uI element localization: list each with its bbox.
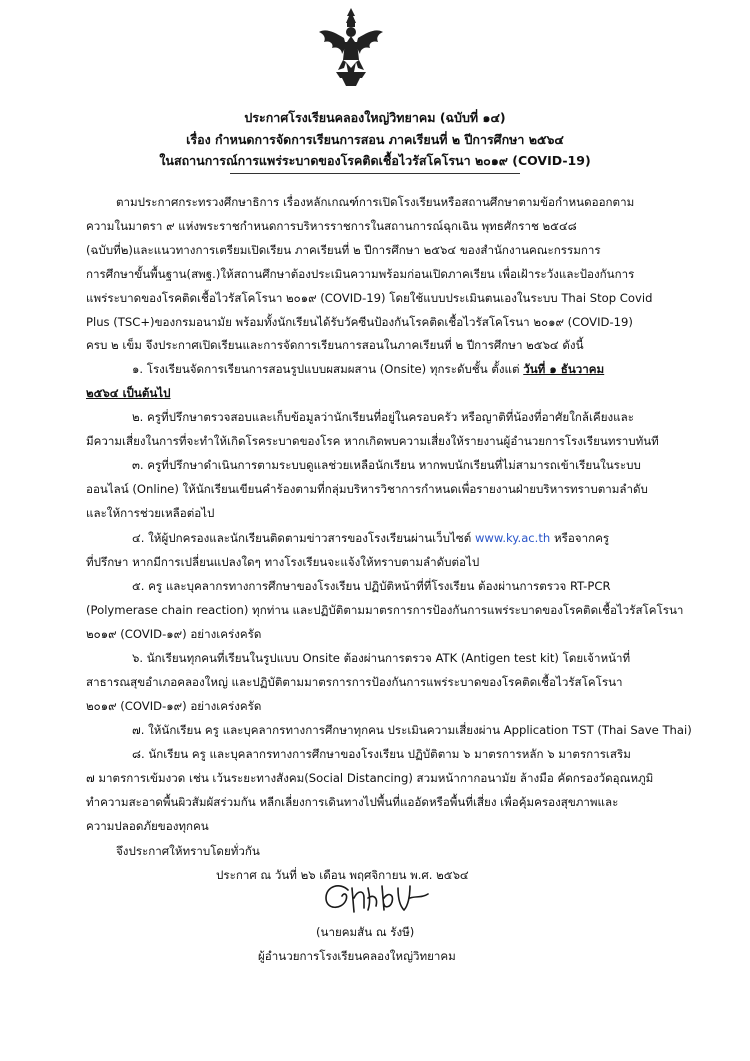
item-text: ทำความสะอาดพื้นผิวสัมผัสร่วมกัน หลีกเลี่ยงการเดินทางไปพื้นที่แออัดหรือพื้นที่เสี่ยง เพื่อคุ้มครองสุขภาพและ [86, 795, 619, 809]
item-text: ๗. ให้นักเรียน ครู และบุคลากรทางการศึกษาทุกคน ประเมินความเสี่ยงผ่าน Application TST (Thai Save Thai) [132, 723, 692, 737]
item-text: ๔. ให้ผู้ปกครองและนักเรียนติดตามข่าวสารของโรงเรียนผ่านเว็บไซต์ [132, 531, 475, 545]
intro-line: (ฉบับที่๒)และแนวทางการเตรียมเปิดเรียน ภาคเรียนที่ ๒ ปีการศึกษา ๒๕๖๔ ของสำนักงานคณะกรรมการ [86, 243, 601, 257]
intro-line: ครบ ๒ เข็ม จึงประกาศเปิดเรียนและการจัดการเรียนการสอนในภาคเรียนที่ ๒ ปีการศึกษา ๒๕๖๔ ดังนี้ [86, 338, 584, 352]
start-date-highlight: วันที่ ๑ ธันวาคม [523, 362, 605, 376]
announcement-date: ประกาศ ณ วันที่ ๒๖ เดือน พฤศจิกายน พ.ศ. ๒๕๖๔ [216, 868, 469, 882]
item-text: ๗ มาตรการเข้มงวด เช่น เว้นระยะทางสังคม(Social Distancing) สวมหน้ากากอนามัย ล้างมือ คัดกรองวัดอุณหภูมิ [86, 771, 654, 785]
item-text: ความปลอดภัยของทุกคน [86, 819, 209, 833]
item-text: ๓. ครูที่ปรึกษาดำเนินการตามระบบดูแลช่วยเหลือนักเรียน หากพบนักเรียนที่ไม่สามารถเข้าเรียนในระบบ [132, 458, 641, 472]
item-text: ๖. นักเรียนทุกคนที่เรียนในรูปแบบ Onsite ต้องผ่านการตรวจ ATK (Antigen test kit) โดยเจ้าหน้าที่ [132, 651, 631, 665]
header-subject: เรื่อง กำหนดการจัดการเรียนการสอน ภาคเรียนที่ ๒ ปีการศึกษา ๒๕๖๔ [186, 132, 564, 147]
garuda-emblem-icon [316, 6, 386, 88]
signer-name: (นายคมสัน ณ รังษี) [316, 925, 415, 939]
item-text: หรือจากครู [550, 531, 610, 545]
item-text: ๒๐๑๙ (COVID-๑๙) อย่างเคร่งครัด [86, 699, 262, 713]
intro-line: แพร่ระบาดของโรคติดเชื้อไวรัสโคโรนา ๒๐๑๙ (COVID-19) โดยใช้แบบประเมินตนเองในระบบ Thai Stop Covid [86, 291, 653, 305]
school-website-link[interactable]: www.ky.ac.th [474, 531, 551, 545]
intro-line: การศึกษาขั้นพื้นฐาน(สพฐ.)ให้สถานศึกษาต้องประเมินความพร้อมก่อนเปิดภาคเรียน เพื่อเฝ้าระวังและป้องกันการ [86, 267, 635, 281]
header-divider [230, 173, 520, 174]
item-text: ๒. ครูที่ปรึกษาตรวจสอบและเก็บข้อมูลว่านักเรียนที่อยู่ในครอบครัว หรือญาติที่น้องที่อาศัยใกล้เคียงและ [132, 410, 634, 424]
item-text: สาธารณสุขอำเภอคลองใหญ่ และปฏิบัติตามมาตรการการป้องกันการแพร่ระบาดของโรคติดเชื้อไวรัสโคโรนา [86, 675, 623, 689]
item-text: ๑. โรงเรียนจัดการเรียนการสอนรูปแบบผสมผสาน (Onsite) ทุกระดับชั้น ตั้งแต่ [132, 362, 524, 376]
item-text: ๕. ครู และบุคลากรทางการศึกษาของโรงเรียน ปฏิบัติหน้าที่ที่โรงเรียน ต้องผ่านการตรวจ RT-PCR [132, 579, 611, 593]
start-year-highlight: ๒๕๖๔ เป็นต้นไป [86, 386, 171, 400]
header-situation: ในสถานการณ์การแพร่ระบาดของโรคติดเชื้อไวรัสโคโรนา ๒๐๑๙ (COVID-19) [159, 153, 591, 168]
item-text: ๒๐๑๙ (COVID-๑๙) อย่างเคร่งครัด [86, 627, 262, 641]
closing-statement: จึงประกาศให้ทราบโดยทั่วกัน [116, 844, 260, 858]
item-text: (Polymerase chain reaction) ทุกท่าน และปฏิบัติตามมาตรการการป้องกันการแพร่ระบาดของโรคติดเชื้อไวรัสโคโรนา [86, 603, 684, 617]
signer-position: ผู้อำนวยการโรงเรียนคลองใหญ่วิทยาคม [258, 949, 456, 963]
item-text: และให้การช่วยเหลือต่อไป [86, 506, 215, 520]
intro-line: ตามประกาศกระทรวงศึกษาธิการ เรื่องหลักเกณฑ์การเปิดโรงเรียนหรือสถานศึกษาตามข้อกำหนดออกตาม [116, 195, 635, 209]
signature-icon [318, 868, 438, 918]
item-text: ที่ปรึกษา หากมีการเปลี่ยนแปลงใดๆ ทางโรงเรียนจะแจ้งให้ทราบตามลำดับต่อไป [86, 555, 480, 569]
intro-line: Plus (TSC+)ของกรมอนามัย พร้อมทั้งนักเรียนได้รับวัคซีนป้องกันโรคติดเชื้อไวรัสโคโรนา ๒๐๑๙ (COVID-19) [86, 315, 633, 329]
item-text: ๘. นักเรียน ครู และบุคลากรทางการศึกษาของโรงเรียน ปฏิบัติตาม ๖ มาตรการหลัก ๖ มาตรการเสริม [132, 747, 631, 761]
header-title: ประกาศโรงเรียนคลองใหญ่วิทยาคม (ฉบับที่ ๑๔) [244, 110, 506, 125]
item-text: ออนไลน์ (Online) ให้นักเรียนเขียนคำร้องตามที่กลุ่มบริหารวิชาการกำหนดเพื่อรายงานฝ่ายบริหารทราบตามลำดับ [86, 482, 648, 496]
intro-line: ความในมาตรา ๙ แห่งพระราชกำหนดการบริหารราชการในสถานการณ์ฉุกเฉิน พุทธศักราช ๒๕๔๘ [86, 219, 577, 233]
item-text: มีความเสี่ยงในการที่จะทำให้เกิดโรคระบาดของโรค หากเกิดพบความเสี่ยงให้รายงานผู้อำนวยการโรงเรียนทราบทันที [86, 434, 659, 448]
